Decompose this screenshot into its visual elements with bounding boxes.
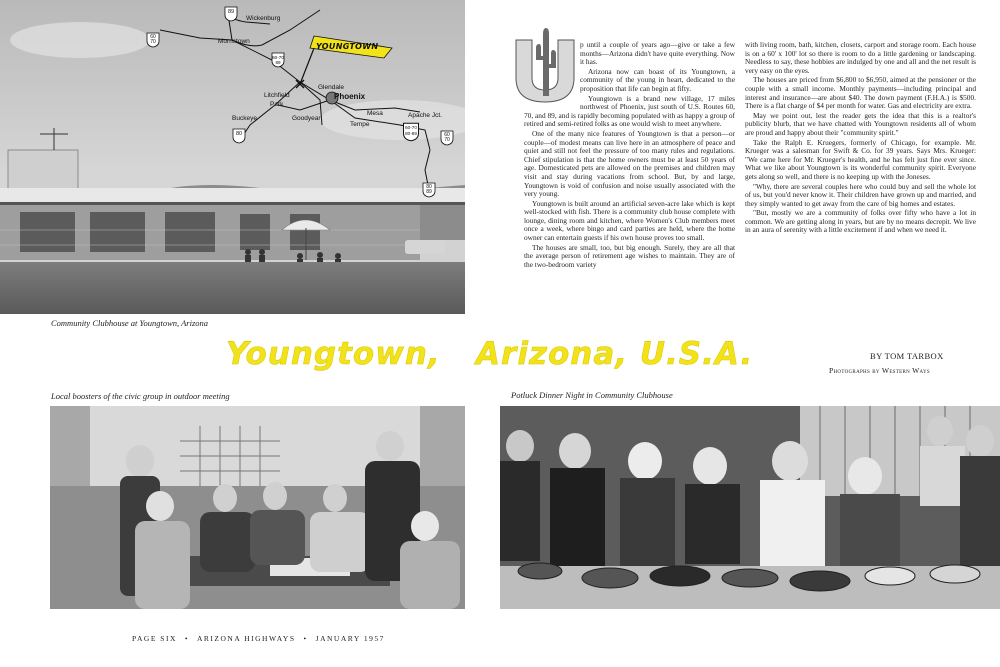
article-headline: Youngtown, Arizona, U.S.A. — [226, 336, 754, 372]
bullet-icon: • — [184, 634, 189, 643]
route-shield-60-70-80-89: 60-70 80-89 — [400, 122, 422, 142]
map-label-wickenburg: Wickenburg — [246, 15, 281, 22]
article-paragraph: "Why, there are several couples here who could buy and sell the whole lot of us, but you'd never know it. Their children have grown up and married, and they simply wanted to get away from the care of big homes and estates. — [745, 181, 976, 208]
potluck-photo — [500, 406, 1000, 609]
article-column-2 — [745, 41, 976, 325]
map-label-mesa: Mesa — [367, 110, 383, 117]
article-column-1 — [524, 41, 735, 325]
article-paragraph: The houses are priced from $6,800 to $6,950, aimed at the pensioner or the couple with a small income. Monthly payments—including principal and interest and insurance—are about $40. The down payment (F.H.A.) is $500. There is a flat charge of $4 per month for water. Gas and electricity are extra. — [745, 75, 976, 111]
article-paragraph: Youngtown is built around an artificial seven-acre lake which is kept well-stocked with fish. There is a community club house complete with lounge, dining room and kitchen, where Women's Club members meet once a week, where bingo and card parties are held, where the home owner can entertain guests if his own house proves too small. — [524, 198, 735, 243]
article-paragraph: The houses are small, too, but big enough. Surely, they are all that the average person of retirement age wishes to maintain. They are of the two-bedroom variety — [524, 242, 735, 269]
map-label-tempe: Tempe — [350, 121, 370, 128]
bullet-icon: • — [303, 634, 308, 643]
map-flag-youngtown: YOUNGTOWN — [316, 42, 379, 51]
map-label-goodyear: Goodyear — [292, 115, 321, 122]
article-paragraph: with living room, bath, kitchen, closets, carport and storage room. Each house is on a 60' x 100' lot so there is room to do a little gardening or landscaping. Needless to say, these hobbies are indulged by one and all and the net result is very easy on the eyes. — [745, 41, 976, 75]
article-paragraph: p until a couple of years ago—give or take a few months—Arizona didn't have quite everything. Now it has. — [580, 41, 735, 67]
map-label-apache-jct: Apache Jct. — [408, 112, 442, 119]
map-label-morristown: Morristown — [218, 38, 250, 45]
article-paragraph: Take the Ralph E. Kruegers, formerly of Chicago, for example. Mr. Krueger was a salesman for Swift & Co. for 39 years. Says Mrs. Krueger: "We came here for Mr. Krueger's health, and he has felt just fine ever since. What we like about Youngtown is its wonderful community spirit. Everyone gets along so well, and there is no keeping up with the Joneses. — [745, 137, 976, 181]
map-label-phoenix: Phoenix — [334, 92, 366, 101]
route-shield-89-top: 89 — [224, 6, 238, 22]
article-paragraph: "But, mostly we are a community of folks over fifty who have a lot in common. We are getting along in years, but are by no means decrepit. We live in an aura of serenity with a little excitement if and when we need it. — [745, 208, 976, 235]
clubhouse-photo — [0, 0, 465, 314]
caption-potluck: Potluck Dinner Night in Community Clubhouse — [511, 390, 673, 400]
page-footer — [132, 634, 385, 643]
article-paragraph: Arizona now can boast of its Youngtown, a community of the young in heart, dedicated to the proposition that life can begin at fifty. — [580, 66, 735, 93]
article-byline: BY TOM TARBOX — [870, 351, 944, 361]
route-shield-60-70-right: 60 70 — [440, 130, 454, 146]
footer-date: JANUARY 1957 — [315, 634, 385, 643]
footer-magazine: ARIZONA HIGHWAYS — [197, 634, 296, 643]
map-label-park: Park — [270, 101, 284, 108]
route-shield-80-89: 80 89 — [422, 182, 436, 198]
route-shield-80: 80 — [232, 128, 246, 144]
map-label-glendale: Glendale — [318, 84, 345, 91]
footer-page: PAGE SIX — [132, 634, 177, 643]
photo-credit: Photographs by Western Ways — [829, 366, 930, 375]
route-shield-60-70-89: 60-70 89 — [272, 55, 284, 65]
map-label-litchfield: Litchfield — [264, 92, 290, 99]
article-paragraph: Youngtown is a brand new village, 17 miles northwest of Phoenix, just south of U.S. Routes 60, 70, and 89, and is rapidly becoming populated with as happy a group of retired and semi-retired folks as one would wish to meet anywhere. — [524, 93, 735, 129]
boosters-photo — [50, 406, 465, 609]
caption-boosters: Local boosters of the civic group in outdoor meeting — [51, 391, 230, 401]
caption-clubhouse: Community Clubhouse at Youngtown, Arizona — [51, 318, 209, 328]
map-label-buckeye: Buckeye — [232, 115, 257, 122]
article-paragraph: One of the many nice features of Youngtown is that a person—or couple—of modest means can live here in an atmosphere of peace and quiet and still not feel the pressure of too many rules and regulations. Chief stipulation is that the home owners must be at least 50 years of age. Domesticated pets are allowed on the premises and children may visit and stay during vacations from school. But, by and large, Youngtown is void of confusion and noise usually associated with the very young. — [524, 128, 735, 199]
article-paragraph: May we point out, lest the reader gets the idea that this is a realtor's publicity blurb, that we have chatted with Youngtown residents all of whom are proud and happy about their "community spirit." — [745, 110, 976, 137]
route-shield-60-70-top: 60 70 — [146, 32, 160, 48]
